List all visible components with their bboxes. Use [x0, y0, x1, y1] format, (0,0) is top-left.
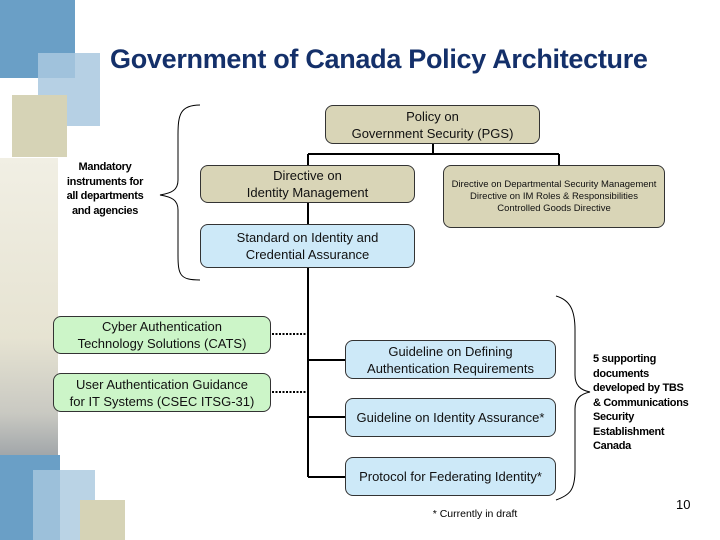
- slide-title: Government of Canada Policy Architecture: [110, 44, 648, 74]
- box-standard: Standard on Identity and Credential Assurance: [200, 224, 415, 268]
- box-itsg31: User Authentication Guidance for IT Systems (CSEC ITSG-31): [53, 373, 271, 412]
- box-protocol: Protocol for Federating Identity*: [345, 457, 556, 496]
- page-number: 10: [676, 497, 691, 512]
- box-directive-im: Directive on Identity Management: [200, 165, 415, 203]
- box-pgs: Policy on Government Security (PGS): [325, 105, 540, 144]
- box-guideline-auth: Guideline on Defining Authentication Requirements: [345, 340, 556, 379]
- right-brace: [556, 296, 590, 500]
- footnote: * Currently in draft: [432, 508, 518, 520]
- box-cats: Cyber Authentication Technology Solutions (CATS): [53, 316, 271, 354]
- left-brace: [160, 105, 200, 280]
- box-other-directives: Directive on Departmental Security Management Directive on IM Roles & Responsibilities Controlled Goods Directive: [443, 165, 665, 228]
- mandatory-label: Mandatory instruments for all departments and agencies: [66, 161, 144, 217]
- supporting-label: 5 supporting documents developed by TBS & Communications Security Establishment Canada: [593, 353, 689, 452]
- box-guideline-ia: Guideline on Identity Assurance*: [345, 398, 556, 437]
